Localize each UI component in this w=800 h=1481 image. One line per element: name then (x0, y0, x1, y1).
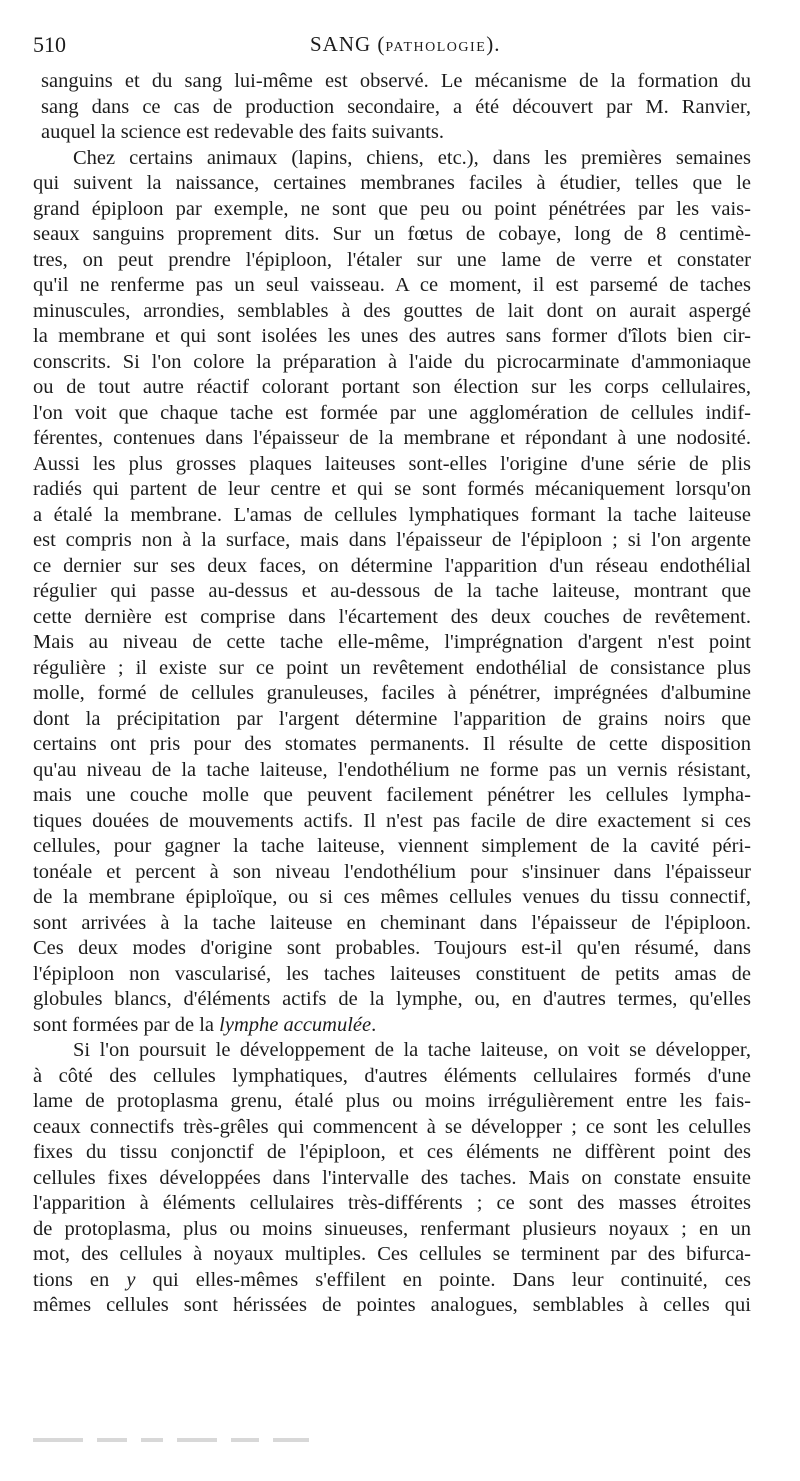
text-line: de protoplasma, plus ou moins sinueuses, renfermant plusieurs noyaux ; en un (33, 1217, 751, 1240)
running-title (310, 32, 501, 57)
text-line: Ces deux modes d'origine sont probables. Toujours est-il qu'en résumé, dans (33, 937, 751, 959)
text-line: Si l'on poursuit le développement de la tache laiteuse, on voit se développer, (73, 1039, 751, 1061)
text-line: ce dernier sur ses deux faces, on détermine l'apparition d'un réseau endothélial (33, 554, 751, 577)
text-line: tiques douées de mouvements actifs. Il n'est pas facile de dire exactement si ces (33, 809, 751, 832)
text-fragment: qui elles-mêmes s'effilent en pointe. Dans leur continuité, ces (152, 1268, 751, 1291)
text-line: régulière ; il existe sur ce point un revêtement endothélial de consistance plus (33, 656, 751, 679)
text-line: Chez certains animaux (lapins, chiens, etc.), dans les premières semaines (73, 146, 751, 169)
text-line (33, 1268, 751, 1294)
text-line: ou de tout autre réactif colorant portant son élection sur les corps cellulaires, (33, 376, 751, 398)
text-fragment: . (371, 1013, 377, 1036)
text-line: de la membrane épiploïque, ou si ces mêmes cellules venues du tissu connectif, (33, 886, 751, 908)
text-line: radiés qui partent de leur centre et qui se sont formés mécaniquement lorsqu'on (33, 478, 751, 500)
text-line: lame de protoplasma grenu, étalé plus ou moins irrégulièrement entre les fais- (33, 1090, 751, 1112)
text-line: fixes du tissu conjonctif de l'épiploon, et ces éléments ne diffèrent point des (33, 1141, 751, 1163)
text-fragment: sont formées par de la (33, 1013, 215, 1036)
text-line: mêmes cellules sont hérissées de pointes analogues, semblables à celles qui (33, 1294, 751, 1316)
running-title-main: SANG ( (310, 32, 386, 56)
text-line: qu'au niveau de la tache laiteuse, l'endothélium ne forme pas un vernis résistant, (33, 758, 751, 781)
text-line: cellules fixes développées dans l'intervalle des taches. Mais on constate ensuite (33, 1166, 751, 1189)
text-line: régulier qui passe au-dessus et au-dessous de la tache laiteuse, montrant que (33, 580, 751, 602)
text-line: l'on voit que chaque tache est formée par une agglomération de cellules indif- (33, 401, 751, 424)
text-line: cellules, pour gagner la tache laiteuse, viennent simplement de la cavité péri- (33, 835, 751, 857)
text-line: Mais au niveau de cette tache elle-même, l'imprégnation d'argent n'est point (33, 631, 751, 653)
text-line: qui suivent la naissance, certaines membranes faciles à étudier, telles que le (33, 172, 751, 194)
text-line: l'apparition à éléments cellulaires très-différents ; ce sont des masses étroites (33, 1192, 751, 1214)
text-line: grand épiploon par exemple, ne sont que peu ou point pénétrées par les vais- (33, 197, 751, 220)
footer-smudge (33, 1438, 353, 1444)
text-line: Aussi les plus grosses plaques laiteuses sont-elles l'origine d'une série de plis (33, 452, 751, 475)
text-line: férentes, contenues dans l'épaisseur de la membrane et répondant à une nodosité. (33, 427, 751, 449)
running-title-small-caps: PATHOLOGIE (385, 40, 487, 55)
text-line: dont la précipitation par l'argent détermine l'apparition de grains noirs que (33, 707, 751, 730)
italic-term: lymphe accumulée (219, 1013, 372, 1036)
text-line: sont arrivées à la tache laiteuse en cheminant dans l'épaisseur de l'épiploon. (33, 911, 751, 934)
italic-term: y (126, 1268, 136, 1291)
text-line: molle, formé de cellules granuleuses, faciles à pénétrer, imprégnées d'albumine (33, 682, 751, 704)
text-line: l'épiploon non vascularisé, les taches laiteuses constituent de petits amas de (33, 962, 751, 985)
text-line: conscrits. Si l'on colore la préparation à l'aide du picrocarminate d'ammoniaque (33, 350, 751, 373)
text-line: minuscules, arrondies, semblables à des gouttes de lait dont on aurait aspergé (33, 299, 751, 322)
page-number: 510 (33, 32, 66, 57)
body-text (33, 69, 751, 1319)
running-header (33, 28, 773, 64)
text-line: mais une couche molle que peuvent facilement pénétrer les cellules lympha- (33, 784, 751, 806)
text-line: certains ont pris pour des stomates permanents. Il résulte de cette disposition (33, 733, 751, 755)
text-line: qu'il ne renferme pas un seul vaisseau. A ce moment, il est parsemé de taches (33, 274, 751, 296)
text-line (33, 1013, 751, 1039)
text-line: cette dernière est comprise dans l'écartement des deux couches de revêtement. (33, 605, 751, 628)
text-line: la membrane et qui sont isolées les unes des autres sans former d'îlots bien cir- (33, 325, 751, 347)
text-line: a étalé la membrane. L'amas de cellules lymphatiques formant la tache laiteuse (33, 503, 751, 526)
text-line: est compris non à la surface, mais dans l'épaisseur de l'épiploon ; si l'on argente (33, 529, 751, 551)
text-line: sang dans ce cas de production secondaire, a été découvert par M. Ranvier, (41, 95, 751, 118)
text-line: ceaux connectifs très-grêles qui commencent à se développer ; ce sont les celulles (33, 1115, 751, 1138)
text-line: mot, des cellules à noyaux multiples. Ces cellules se terminent par des bifurca- (33, 1243, 751, 1265)
text-line: sanguins et du sang lui-même est observé. Le mécanisme de la formation du (41, 70, 751, 92)
text-line: auquel la science est redevable des faits suivants. (41, 121, 445, 143)
running-title-end: ). (486, 32, 501, 56)
text-line: à côté des cellules lymphatiques, d'autres éléments cellulaires formés d'une (33, 1064, 751, 1087)
text-line: tonéale et percent à son niveau l'endothélium pour s'insinuer dans l'épaisseur (33, 860, 751, 883)
text-line: seaux sanguins proprement dits. Sur un fœtus de cobaye, long de 8 centimè- (33, 223, 751, 245)
text-line: globules blancs, d'éléments actifs de la lymphe, ou, en d'autres termes, qu'elles (33, 988, 751, 1010)
text-fragment: tions en (33, 1268, 110, 1291)
text-line: tres, on peut prendre l'épiploon, l'étaler sur une lame de verre et constater (33, 248, 751, 271)
